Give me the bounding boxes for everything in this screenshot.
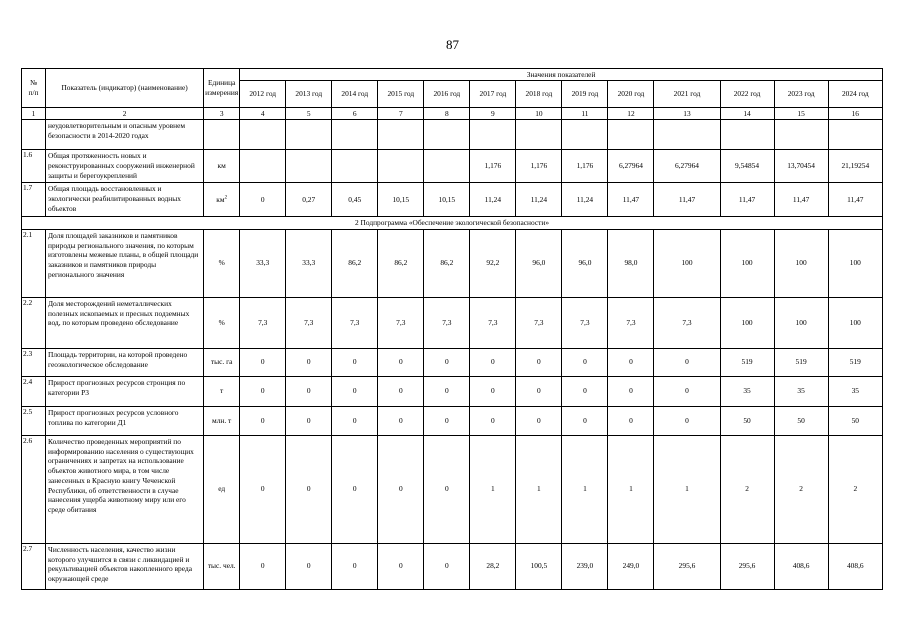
indicator-name: Прирост прогнозных ресурсов стронция по категории Р3 xyxy=(46,376,204,406)
value-cell: 96,0 xyxy=(562,229,608,297)
value-cell: 0 xyxy=(608,376,654,406)
value-cell: 0 xyxy=(516,376,562,406)
value-cell: 519 xyxy=(828,348,882,376)
value-cell: 1,176 xyxy=(516,150,562,183)
value-cell: 98,0 xyxy=(608,229,654,297)
value-cell: 86,2 xyxy=(424,229,470,297)
indicator-name: Количество проведенных мероприятий по информированию населения о существующих ограничениях и запретах на использование объектов животного мира, в том числе занесенных в Красную книгу Чеченской Республики, об ответственности в случае нанесения ущерба животному миру или его среде обитания xyxy=(46,435,204,543)
row-number: 2.3 xyxy=(22,348,46,376)
value-cell: 0 xyxy=(286,543,332,589)
indicator-name: Доля месторождений неметаллических полезных ископаемых и пресных подземных вод, по которым проведено обследование xyxy=(46,297,204,348)
header-year: 2022 год xyxy=(720,81,774,108)
indicator-name: неудовлетворительным и опасным уровнем безопасности в 2014-2020 годах xyxy=(46,120,204,150)
value-cell: 100 xyxy=(654,229,720,297)
column-index: 3 xyxy=(204,108,240,120)
value-cell: 11,24 xyxy=(516,183,562,217)
value-cell xyxy=(562,120,608,150)
header-num: № п/п xyxy=(22,69,46,108)
value-cell: 100 xyxy=(828,229,882,297)
value-cell: 0 xyxy=(654,348,720,376)
value-cell: 86,2 xyxy=(378,229,424,297)
value-cell: 0 xyxy=(378,543,424,589)
value-cell: 0 xyxy=(562,348,608,376)
value-cell: 0 xyxy=(332,406,378,435)
unit-cell: т xyxy=(204,376,240,406)
table-row xyxy=(22,543,883,589)
table-row xyxy=(22,183,883,217)
indicator-name: Общая протяженность новых и реконструированных сооружений инженерной защиты и берегоукреплений xyxy=(46,150,204,183)
header-year: 2017 год xyxy=(470,81,516,108)
table-row xyxy=(22,376,883,406)
value-cell: 0 xyxy=(608,348,654,376)
value-cell: 100,5 xyxy=(516,543,562,589)
value-cell: 0 xyxy=(378,406,424,435)
value-cell: 0 xyxy=(378,348,424,376)
value-cell: 0 xyxy=(562,376,608,406)
value-cell: 0 xyxy=(424,406,470,435)
header-year: 2015 год xyxy=(378,81,424,108)
row-number: 2.6 xyxy=(22,435,46,543)
value-cell: 0 xyxy=(378,435,424,543)
value-cell: 0 xyxy=(424,435,470,543)
value-cell xyxy=(516,120,562,150)
value-cell: 1,176 xyxy=(562,150,608,183)
column-index: 11 xyxy=(562,108,608,120)
value-cell: 0 xyxy=(240,406,286,435)
value-cell xyxy=(720,120,774,150)
header-year: 2024 год xyxy=(828,81,882,108)
indicator-name: Доля площадей заказников и памятников природы регионального значения, по которым изготовлены межевые планы, в общей площади заказников и памятников природы регионального значения xyxy=(46,229,204,297)
table-body xyxy=(22,108,883,590)
value-cell: 1 xyxy=(470,435,516,543)
table-row xyxy=(22,150,883,183)
value-cell: 28,2 xyxy=(470,543,516,589)
value-cell: 100 xyxy=(774,229,828,297)
value-cell xyxy=(654,120,720,150)
value-cell: 0 xyxy=(332,348,378,376)
indicator-name: Прирост прогнозных ресурсов условного топлива по категории Д1 xyxy=(46,406,204,435)
value-cell: 7,3 xyxy=(654,297,720,348)
value-cell: 0 xyxy=(424,348,470,376)
value-cell: 92,2 xyxy=(470,229,516,297)
value-cell xyxy=(378,120,424,150)
value-cell: 0 xyxy=(286,376,332,406)
section-row xyxy=(22,217,883,230)
value-cell: 0 xyxy=(470,406,516,435)
value-cell xyxy=(286,150,332,183)
value-cell: 50 xyxy=(828,406,882,435)
value-cell: 0 xyxy=(286,348,332,376)
value-cell: 0 xyxy=(516,406,562,435)
row-number: 2.4 xyxy=(22,376,46,406)
value-cell: 0 xyxy=(470,348,516,376)
value-cell: 100 xyxy=(828,297,882,348)
value-cell: 2 xyxy=(774,435,828,543)
value-cell: 0 xyxy=(240,376,286,406)
section-title: 2 Подпрограмма «Обеспечение экологической безопасности» xyxy=(22,217,883,230)
column-index: 6 xyxy=(332,108,378,120)
unit-cell: км xyxy=(204,150,240,183)
value-cell: 21,19254 xyxy=(828,150,882,183)
value-cell: 0 xyxy=(424,543,470,589)
value-cell: 7,3 xyxy=(286,297,332,348)
table-row xyxy=(22,435,883,543)
row-number: 2.2 xyxy=(22,297,46,348)
indicator-name: Площадь территории, на которой проведено геоэкологическое обследование xyxy=(46,348,204,376)
value-cell: 0 xyxy=(240,183,286,217)
value-cell: 0 xyxy=(332,376,378,406)
header-year: 2019 год xyxy=(562,81,608,108)
value-cell: 0 xyxy=(424,376,470,406)
unit-cell: % xyxy=(204,297,240,348)
column-index: 5 xyxy=(286,108,332,120)
value-cell: 11,47 xyxy=(774,183,828,217)
value-cell: 519 xyxy=(774,348,828,376)
unit-cell: тыс. чел. xyxy=(204,543,240,589)
value-cell: 13,70454 xyxy=(774,150,828,183)
column-index: 9 xyxy=(470,108,516,120)
column-index: 2 xyxy=(46,108,204,120)
value-cell: 7,3 xyxy=(470,297,516,348)
table-row xyxy=(22,120,883,150)
value-cell: 295,6 xyxy=(654,543,720,589)
value-cell: 33,3 xyxy=(240,229,286,297)
unit-cell: % xyxy=(204,229,240,297)
indicator-name: Численность населения, качество жизни которого улучшится в связи с ликвидацией и рекультивацией объектов накопленного вреда окружающей среде xyxy=(46,543,204,589)
value-cell: 7,3 xyxy=(332,297,378,348)
value-cell: 1,176 xyxy=(470,150,516,183)
value-cell: 35 xyxy=(720,376,774,406)
value-cell xyxy=(470,120,516,150)
value-cell: 33,3 xyxy=(286,229,332,297)
value-cell: 50 xyxy=(774,406,828,435)
value-cell: 0 xyxy=(286,435,332,543)
row-number: 2.1 xyxy=(22,229,46,297)
column-index: 15 xyxy=(774,108,828,120)
value-cell: 6,27964 xyxy=(654,150,720,183)
value-cell: 0 xyxy=(516,348,562,376)
column-index: 1 xyxy=(22,108,46,120)
table-header xyxy=(22,69,883,108)
header-year: 2012 год xyxy=(240,81,286,108)
value-cell: 10,15 xyxy=(424,183,470,217)
column-index: 7 xyxy=(378,108,424,120)
value-cell: 7,3 xyxy=(562,297,608,348)
value-cell: 0 xyxy=(608,406,654,435)
header-year: 2014 год xyxy=(332,81,378,108)
value-cell: 0 xyxy=(332,435,378,543)
header-unit: Единица измерения xyxy=(204,69,240,108)
value-cell: 1 xyxy=(654,435,720,543)
unit-cell: $км^2$ xyxy=(204,183,240,217)
value-cell: 9,54854 xyxy=(720,150,774,183)
value-cell: 11,47 xyxy=(608,183,654,217)
value-cell xyxy=(286,120,332,150)
value-cell: 6,27964 xyxy=(608,150,654,183)
header-indicator: Показатель (индикатор) (наименование) xyxy=(46,69,204,108)
value-cell xyxy=(774,120,828,150)
page-number: 87 xyxy=(446,37,459,52)
header-year: 2020 год xyxy=(608,81,654,108)
column-index-row xyxy=(22,108,883,120)
header-year: 2016 год xyxy=(424,81,470,108)
value-cell xyxy=(424,150,470,183)
value-cell: 86,2 xyxy=(332,229,378,297)
header-year: 2021 год xyxy=(654,81,720,108)
header-values-title: Значения показателей xyxy=(240,69,883,81)
row-number: 1.6 xyxy=(22,150,46,183)
header-year: 2018 год xyxy=(516,81,562,108)
value-cell: 10,15 xyxy=(378,183,424,217)
value-cell: 100 xyxy=(720,229,774,297)
column-index: 16 xyxy=(828,108,882,120)
unit-cell: млн. т xyxy=(204,406,240,435)
value-cell xyxy=(608,120,654,150)
value-cell xyxy=(828,120,882,150)
value-cell: 0 xyxy=(378,376,424,406)
value-cell: 11,47 xyxy=(654,183,720,217)
column-index: 4 xyxy=(240,108,286,120)
value-cell: 0 xyxy=(240,348,286,376)
row-number: 2.5 xyxy=(22,406,46,435)
table-row xyxy=(22,297,883,348)
value-cell: 2 xyxy=(720,435,774,543)
value-cell: 239,0 xyxy=(562,543,608,589)
indicators-table xyxy=(21,68,883,590)
unit-cell: ед xyxy=(204,435,240,543)
column-index: 13 xyxy=(654,108,720,120)
row-number: 2.7 xyxy=(22,543,46,589)
value-cell: 0 xyxy=(470,376,516,406)
column-index: 12 xyxy=(608,108,654,120)
value-cell xyxy=(240,150,286,183)
column-index: 14 xyxy=(720,108,774,120)
value-cell xyxy=(332,120,378,150)
value-cell: 0,45 xyxy=(332,183,378,217)
row-number xyxy=(22,120,46,150)
value-cell: 7,3 xyxy=(516,297,562,348)
value-cell: 0 xyxy=(286,406,332,435)
value-cell: 100 xyxy=(774,297,828,348)
value-cell: 0 xyxy=(654,406,720,435)
row-number: 1.7 xyxy=(22,183,46,217)
unit-superscript: 2 xyxy=(224,195,228,201)
value-cell: 519 xyxy=(720,348,774,376)
table-row xyxy=(22,406,883,435)
value-cell: 7,3 xyxy=(378,297,424,348)
value-cell: 408,6 xyxy=(774,543,828,589)
header-year: 2023 год xyxy=(774,81,828,108)
value-cell: 1 xyxy=(562,435,608,543)
value-cell: 249,0 xyxy=(608,543,654,589)
indicator-name: Общая площадь восстановленных и экологически реабилитированных водных объектов xyxy=(46,183,204,217)
value-cell: 0 xyxy=(240,435,286,543)
value-cell xyxy=(332,150,378,183)
value-cell: 2 xyxy=(828,435,882,543)
value-cell: 0 xyxy=(654,376,720,406)
value-cell xyxy=(424,120,470,150)
header-year: 2013 год xyxy=(286,81,332,108)
value-cell xyxy=(240,120,286,150)
value-cell: 0 xyxy=(332,543,378,589)
value-cell: 11,24 xyxy=(470,183,516,217)
value-cell: 7,3 xyxy=(424,297,470,348)
value-cell: 96,0 xyxy=(516,229,562,297)
value-cell: 408,6 xyxy=(828,543,882,589)
value-cell: 11,24 xyxy=(562,183,608,217)
value-cell: 0 xyxy=(240,543,286,589)
column-index: 10 xyxy=(516,108,562,120)
value-cell: 295,6 xyxy=(720,543,774,589)
table-row xyxy=(22,348,883,376)
value-cell: 100 xyxy=(720,297,774,348)
value-cell: 1 xyxy=(608,435,654,543)
unit-cell xyxy=(204,120,240,150)
value-cell: 35 xyxy=(774,376,828,406)
value-cell: 7,3 xyxy=(608,297,654,348)
value-cell: 0 xyxy=(562,406,608,435)
value-cell: 11,47 xyxy=(828,183,882,217)
table-row xyxy=(22,229,883,297)
value-cell: 7,3 xyxy=(240,297,286,348)
unit-cell: тыс. га xyxy=(204,348,240,376)
column-index: 8 xyxy=(424,108,470,120)
value-cell: 35 xyxy=(828,376,882,406)
value-cell: 0,27 xyxy=(286,183,332,217)
value-cell: 11,47 xyxy=(720,183,774,217)
value-cell: 1 xyxy=(516,435,562,543)
value-cell xyxy=(378,150,424,183)
value-cell: 50 xyxy=(720,406,774,435)
